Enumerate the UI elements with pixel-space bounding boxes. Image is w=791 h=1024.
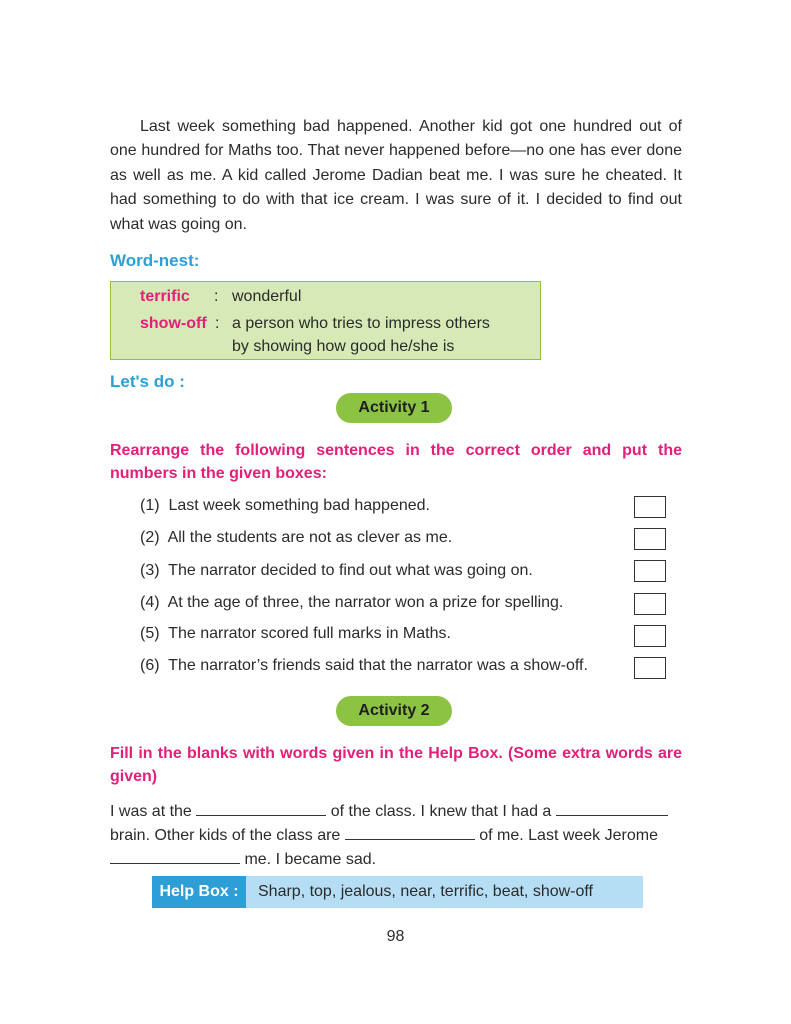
lets-do-heading: Let's do : — [110, 372, 185, 391]
word-nest-separator: : — [215, 315, 220, 332]
word-nest-meaning: wonderful — [232, 288, 302, 305]
item-number: (4) — [140, 594, 160, 611]
item-text: Last week something bad happened. — [168, 497, 430, 514]
answer-box-6[interactable] — [634, 657, 666, 679]
activity2-badge: Activity 2 — [336, 696, 452, 726]
activity2-instruction: Fill in the blanks with words given in the Help Box. (Some extra words are given) — [110, 745, 682, 785]
help-box-words: Sharp, top, jealous, near, terrific, beat, show-off — [246, 876, 643, 908]
item-text: The narrator’s friends said that the narrator was a show-off. — [168, 657, 588, 674]
blank-3[interactable] — [345, 825, 475, 840]
help-box-label: Help Box : — [152, 876, 246, 908]
word-nest-box — [110, 281, 541, 360]
story-text: Last week something bad happened. Another kid got one hundred out of one hundred for Maths too. That never happened before—no one has ever done as well as me. A kid called Jerome Dadian beat me. I was sure he cheated. It had something to do with that ice cream. I was sure of it. I decided to find out what was going on. — [110, 118, 682, 233]
list-item — [140, 655, 588, 677]
item-number: (3) — [140, 562, 160, 579]
item-text: The narrator decided to find out what was going on. — [168, 562, 533, 579]
word-nest-separator: : — [214, 288, 219, 305]
word-nest-heading: Word-nest: — [110, 251, 200, 270]
fill-segment: brain. Other kids of the class are — [110, 827, 341, 844]
list-item — [140, 527, 452, 549]
item-number: (1) — [140, 497, 160, 514]
list-item — [140, 495, 430, 517]
page-number: 98 — [386, 928, 405, 945]
item-number: (2) — [140, 529, 160, 546]
answer-box-4[interactable] — [634, 593, 666, 615]
activity1-badge: Activity 1 — [336, 393, 452, 423]
word-nest-term: show-off — [140, 315, 207, 332]
list-item — [140, 623, 451, 645]
answer-box-1[interactable] — [634, 496, 666, 518]
word-nest-meaning-continued: by showing how good he/she is — [232, 338, 455, 355]
list-item — [140, 560, 533, 582]
help-box — [152, 876, 643, 908]
word-nest-meaning: a person who tries to impress others — [232, 315, 490, 332]
item-text: At the age of three, the narrator won a prize for spelling. — [167, 594, 564, 611]
blank-1[interactable] — [196, 801, 326, 816]
item-number: (5) — [140, 625, 160, 642]
word-nest-term: terrific — [140, 288, 190, 305]
story-paragraph — [110, 115, 682, 237]
fill-segment: me. I became sad. — [244, 851, 377, 868]
answer-box-3[interactable] — [634, 560, 666, 582]
item-number: (6) — [140, 657, 160, 674]
fill-segment: I was at the — [110, 803, 192, 820]
fill-segment: of me. Last week Jerome — [479, 827, 658, 844]
blank-4[interactable] — [110, 849, 240, 864]
item-text: The narrator scored full marks in Maths. — [168, 625, 451, 642]
fill-segment: of the class. I knew that I had a — [330, 803, 552, 820]
activity1-instruction: Rearrange the following sentences in the correct order and put the numbers in the given boxes: — [110, 442, 682, 482]
answer-box-2[interactable] — [634, 528, 666, 550]
fill-in-paragraph — [110, 800, 682, 872]
item-text: All the students are not as clever as me. — [167, 529, 453, 546]
blank-2[interactable] — [556, 801, 668, 816]
list-item — [140, 592, 563, 614]
word-nest-entry — [140, 285, 190, 308]
word-nest-entry — [140, 312, 207, 335]
answer-box-5[interactable] — [634, 625, 666, 647]
